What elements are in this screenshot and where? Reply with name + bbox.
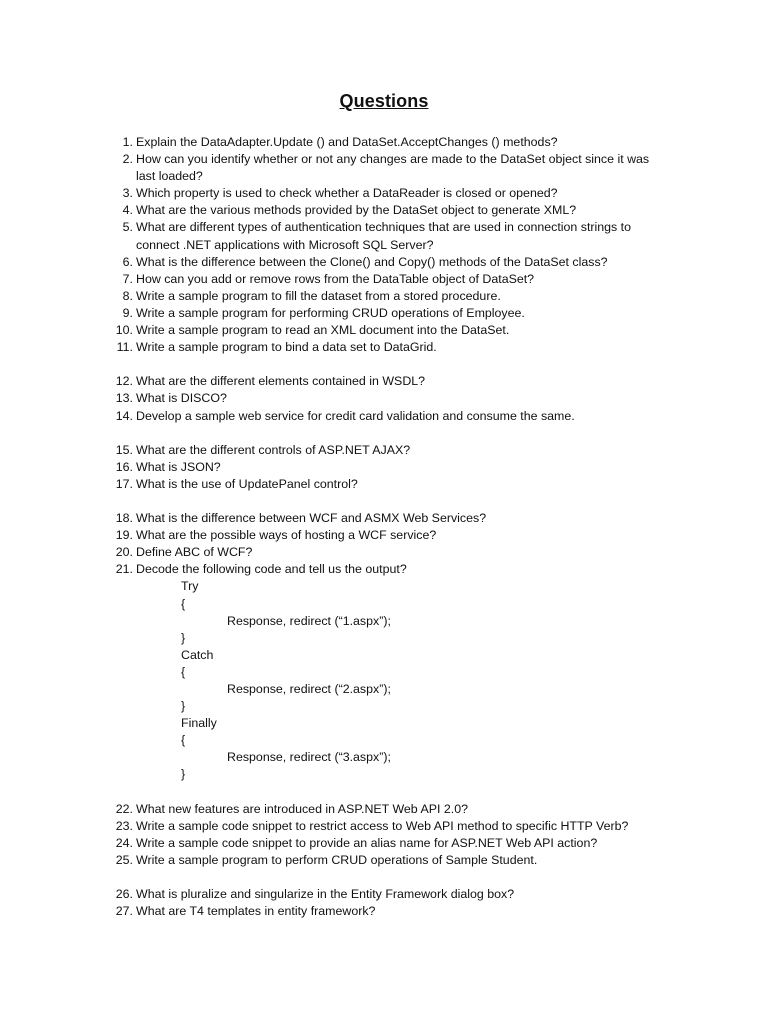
code-line-statement: Response, redirect (“1.aspx”); — [227, 613, 391, 628]
question-text: What is the difference between the Clone() and Copy() methods of the DataSet class? — [136, 254, 608, 269]
question-number: 2 . — [107, 151, 133, 168]
code-line-brace: } — [181, 767, 186, 782]
list-item — [0, 459, 656, 476]
section-gap — [0, 493, 768, 510]
question-text: Define ABC of WCF? — [136, 545, 253, 560]
code-line-try: Try — [181, 579, 199, 594]
section-gap — [0, 425, 768, 442]
question-number: 23 . — [107, 818, 133, 835]
question-text: What is JSON? — [136, 459, 221, 474]
list-item — [0, 134, 656, 151]
question-text: Write a sample program to perform CRUD operations of Sample Student. — [136, 852, 538, 867]
question-text: What are the different elements contained in WSDL? — [136, 374, 426, 389]
question-number: 17 . — [107, 476, 133, 493]
question-text: Write a sample program to bind a data set to DataGrid. — [136, 340, 437, 355]
list-item — [0, 185, 656, 202]
question-number: 9 . — [107, 305, 133, 322]
question-text: Write a sample program to read an XML document into the DataSet. — [136, 323, 510, 338]
question-number: 4 . — [107, 202, 133, 219]
code-line-statement: Response, redirect (“3.aspx”); — [227, 750, 391, 765]
question-text: What are the various methods provided by the DataSet object to generate XML? — [136, 203, 577, 218]
question-number: 6 . — [107, 254, 133, 271]
code-line-brace: } — [181, 630, 186, 645]
question-number: 24 . — [107, 835, 133, 852]
question-number: 11 . — [107, 339, 133, 356]
list-item — [0, 544, 656, 561]
list-item — [0, 527, 656, 544]
question-text: What are the different controls of ASP.NET AJAX? — [136, 442, 411, 457]
list-item — [0, 510, 656, 527]
code-line-brace: } — [181, 699, 186, 714]
question-text: Write a sample program for performing CRUD operations of Employee. — [136, 305, 525, 320]
list-item — [0, 305, 656, 322]
code-line-brace: { — [181, 733, 186, 748]
question-number: 27 . — [107, 903, 133, 920]
question-text: Which property is used to check whether a DataReader is closed or opened? — [136, 186, 558, 201]
section-gap — [0, 784, 768, 801]
question-text: What is the difference between WCF and ASMX Web Services? — [136, 511, 487, 526]
question-number: 13 . — [107, 390, 133, 407]
question-number: 18 . — [107, 510, 133, 527]
question-number: 22 . — [107, 801, 133, 818]
list-item — [0, 254, 656, 271]
list-item — [0, 390, 656, 407]
question-number: 16 . — [107, 459, 133, 476]
question-number: 21 . — [107, 561, 133, 578]
list-item — [0, 339, 656, 356]
question-number: 3 . — [107, 185, 133, 202]
list-item — [0, 561, 656, 578]
list-item — [0, 852, 656, 869]
list-item — [0, 835, 656, 852]
question-text: Write a sample code snippet to restrict access to Web API method to specific HTTP Verb? — [136, 818, 629, 833]
question-text: What is DISCO? — [136, 391, 227, 406]
question-number: 14 . — [107, 408, 133, 425]
question-number: 10 . — [107, 322, 133, 339]
list-item — [0, 903, 656, 920]
section-gap — [0, 356, 768, 373]
question-list — [0, 134, 768, 920]
question-number: 1 . — [107, 134, 133, 151]
question-text: What is pluralize and singularize in the Entity Framework dialog box? — [136, 887, 515, 902]
list-item — [0, 408, 656, 425]
question-text: How can you add or remove rows from the DataTable object of DataSet? — [136, 271, 535, 286]
list-item — [0, 288, 656, 305]
question-number: 5 . — [107, 219, 133, 236]
list-item — [0, 202, 656, 219]
list-item — [0, 271, 656, 288]
list-item — [0, 801, 656, 818]
question-text: Write a sample code snippet to provide an alias name for ASP.NET Web API action? — [136, 835, 598, 850]
question-text: Develop a sample web service for credit card validation and consume the same. — [136, 408, 575, 423]
question-text: What new features are introduced in ASP.NET Web API 2.0? — [136, 801, 468, 816]
code-line-statement: Response, redirect (“2.aspx”); — [227, 682, 391, 696]
question-number: 19 . — [107, 527, 133, 544]
code-line-brace: { — [181, 664, 186, 679]
question-text: Explain the DataAdapter.Update () and DataSet.AcceptChanges () methods? — [136, 135, 558, 149]
list-item — [0, 442, 656, 459]
code-line-finally: Finally — [181, 716, 217, 731]
question-text: What is the use of UpdatePanel control? — [136, 476, 358, 491]
code-line-brace: { — [181, 596, 186, 611]
list-item — [0, 322, 656, 339]
list-item — [0, 476, 656, 493]
question-number: 7 . — [107, 271, 133, 288]
question-text: What are T4 templates in entity framework? — [136, 904, 376, 919]
question-number: 12 . — [107, 373, 133, 390]
question-number: 8 . — [107, 288, 133, 305]
question-text: Write a sample program to fill the dataset from a stored procedure. — [136, 288, 501, 303]
question-text: How can you identify whether or not any changes are made to the DataSet object since it was last loaded? — [136, 152, 650, 184]
list-item — [0, 373, 656, 390]
question-number: 26 . — [107, 886, 133, 903]
code-line-catch: Catch — [181, 647, 214, 662]
question-number: 25 . — [107, 852, 133, 869]
list-item — [0, 818, 656, 835]
list-item — [0, 151, 656, 185]
question-number: 15 . — [107, 442, 133, 459]
question-text: What are the possible ways of hosting a WCF service? — [136, 528, 437, 543]
question-text: What are different types of authentication techniques that are used in connection strings to connect .NET applications with Microsoft SQL Server? — [136, 220, 632, 252]
section-gap — [0, 869, 768, 886]
list-item — [0, 219, 656, 253]
question-text: Decode the following code and tell us the output? — [136, 562, 407, 577]
page-title: Questions — [339, 91, 429, 111]
code-snippet — [0, 578, 768, 783]
list-item — [0, 886, 656, 903]
question-number: 20 . — [107, 544, 133, 561]
